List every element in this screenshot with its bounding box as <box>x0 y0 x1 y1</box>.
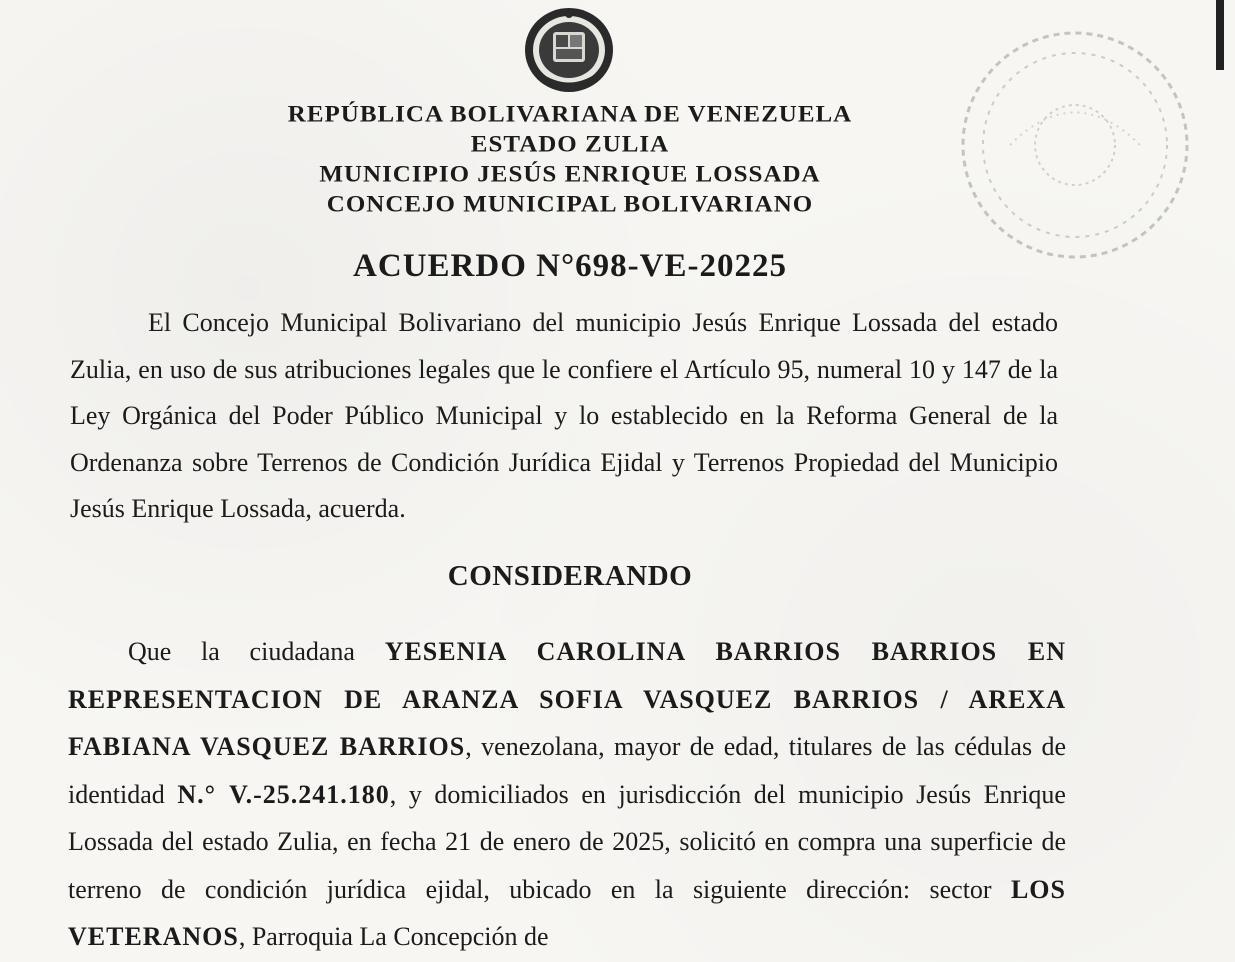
considering-text-3: , y domiciliados en jurisdicción del municipio Jesús Enrique Lossada del estado Zulia, en fecha 21 de enero de 2025, solicitó en compra una superficie de terreno de condición jurídica ejidal, ubicado en la siguiente dirección: sector <box>68 779 1066 904</box>
header-republic: REPÚBLICA BOLIVARIANA DE VENEZUELA <box>287 102 853 127</box>
header-municipality: MUNICIPIO JESÚS ENRIQUE LOSSADA <box>319 162 821 187</box>
intro-paragraph: El Concejo Municipal Bolivariano del municipio Jesús Enrique Lossada del estado Zulia, en uso de sus atribuciones legales que le confiere el Artículo 95, numeral 10 y 147 de la Ley Orgánica del Poder Público Municipal y lo establecido en la Reforma General de la Ordenanza sobre Terrenos de Condición Jurídica Ejidal y Terrenos Propiedad del Municipio Jesús Enrique Lossada, acuerda. <box>70 308 1058 523</box>
faded-rubber-stamp <box>950 20 1200 270</box>
considering-text-2: , venezolana, mayor de edad, titulares de las cédulas de identidad <box>68 732 1067 809</box>
sector-name: LOS VETERANOS <box>68 874 1066 951</box>
considering-heading: CONSIDERANDO <box>447 560 693 592</box>
considering-text-4: , Parroquia La Concepción de <box>238 922 549 951</box>
applicant-names: YESENIA CAROLINA BARRIOS BARRIOS EN REPRESENTACION DE ARANZA SOFIA VASQUEZ BARRIOS / AREXA FABIANA VASQUEZ BARRIOS <box>68 637 1066 761</box>
scan-edge-mark <box>1216 0 1224 70</box>
header-council: CONCEJO MUNICIPAL BOLIVARIANO <box>326 192 814 217</box>
considering-paragraph <box>68 628 1066 961</box>
id-number: N.° V.-25.241.180 <box>177 779 390 809</box>
municipal-seal-logo <box>520 4 618 100</box>
letterhead <box>210 100 930 220</box>
considering-text-1: Que la ciudadana <box>128 637 385 666</box>
agreement-title: ACUERDO N°698-VE-20225 <box>353 248 787 284</box>
header-state: ESTADO ZULIA <box>470 132 670 157</box>
